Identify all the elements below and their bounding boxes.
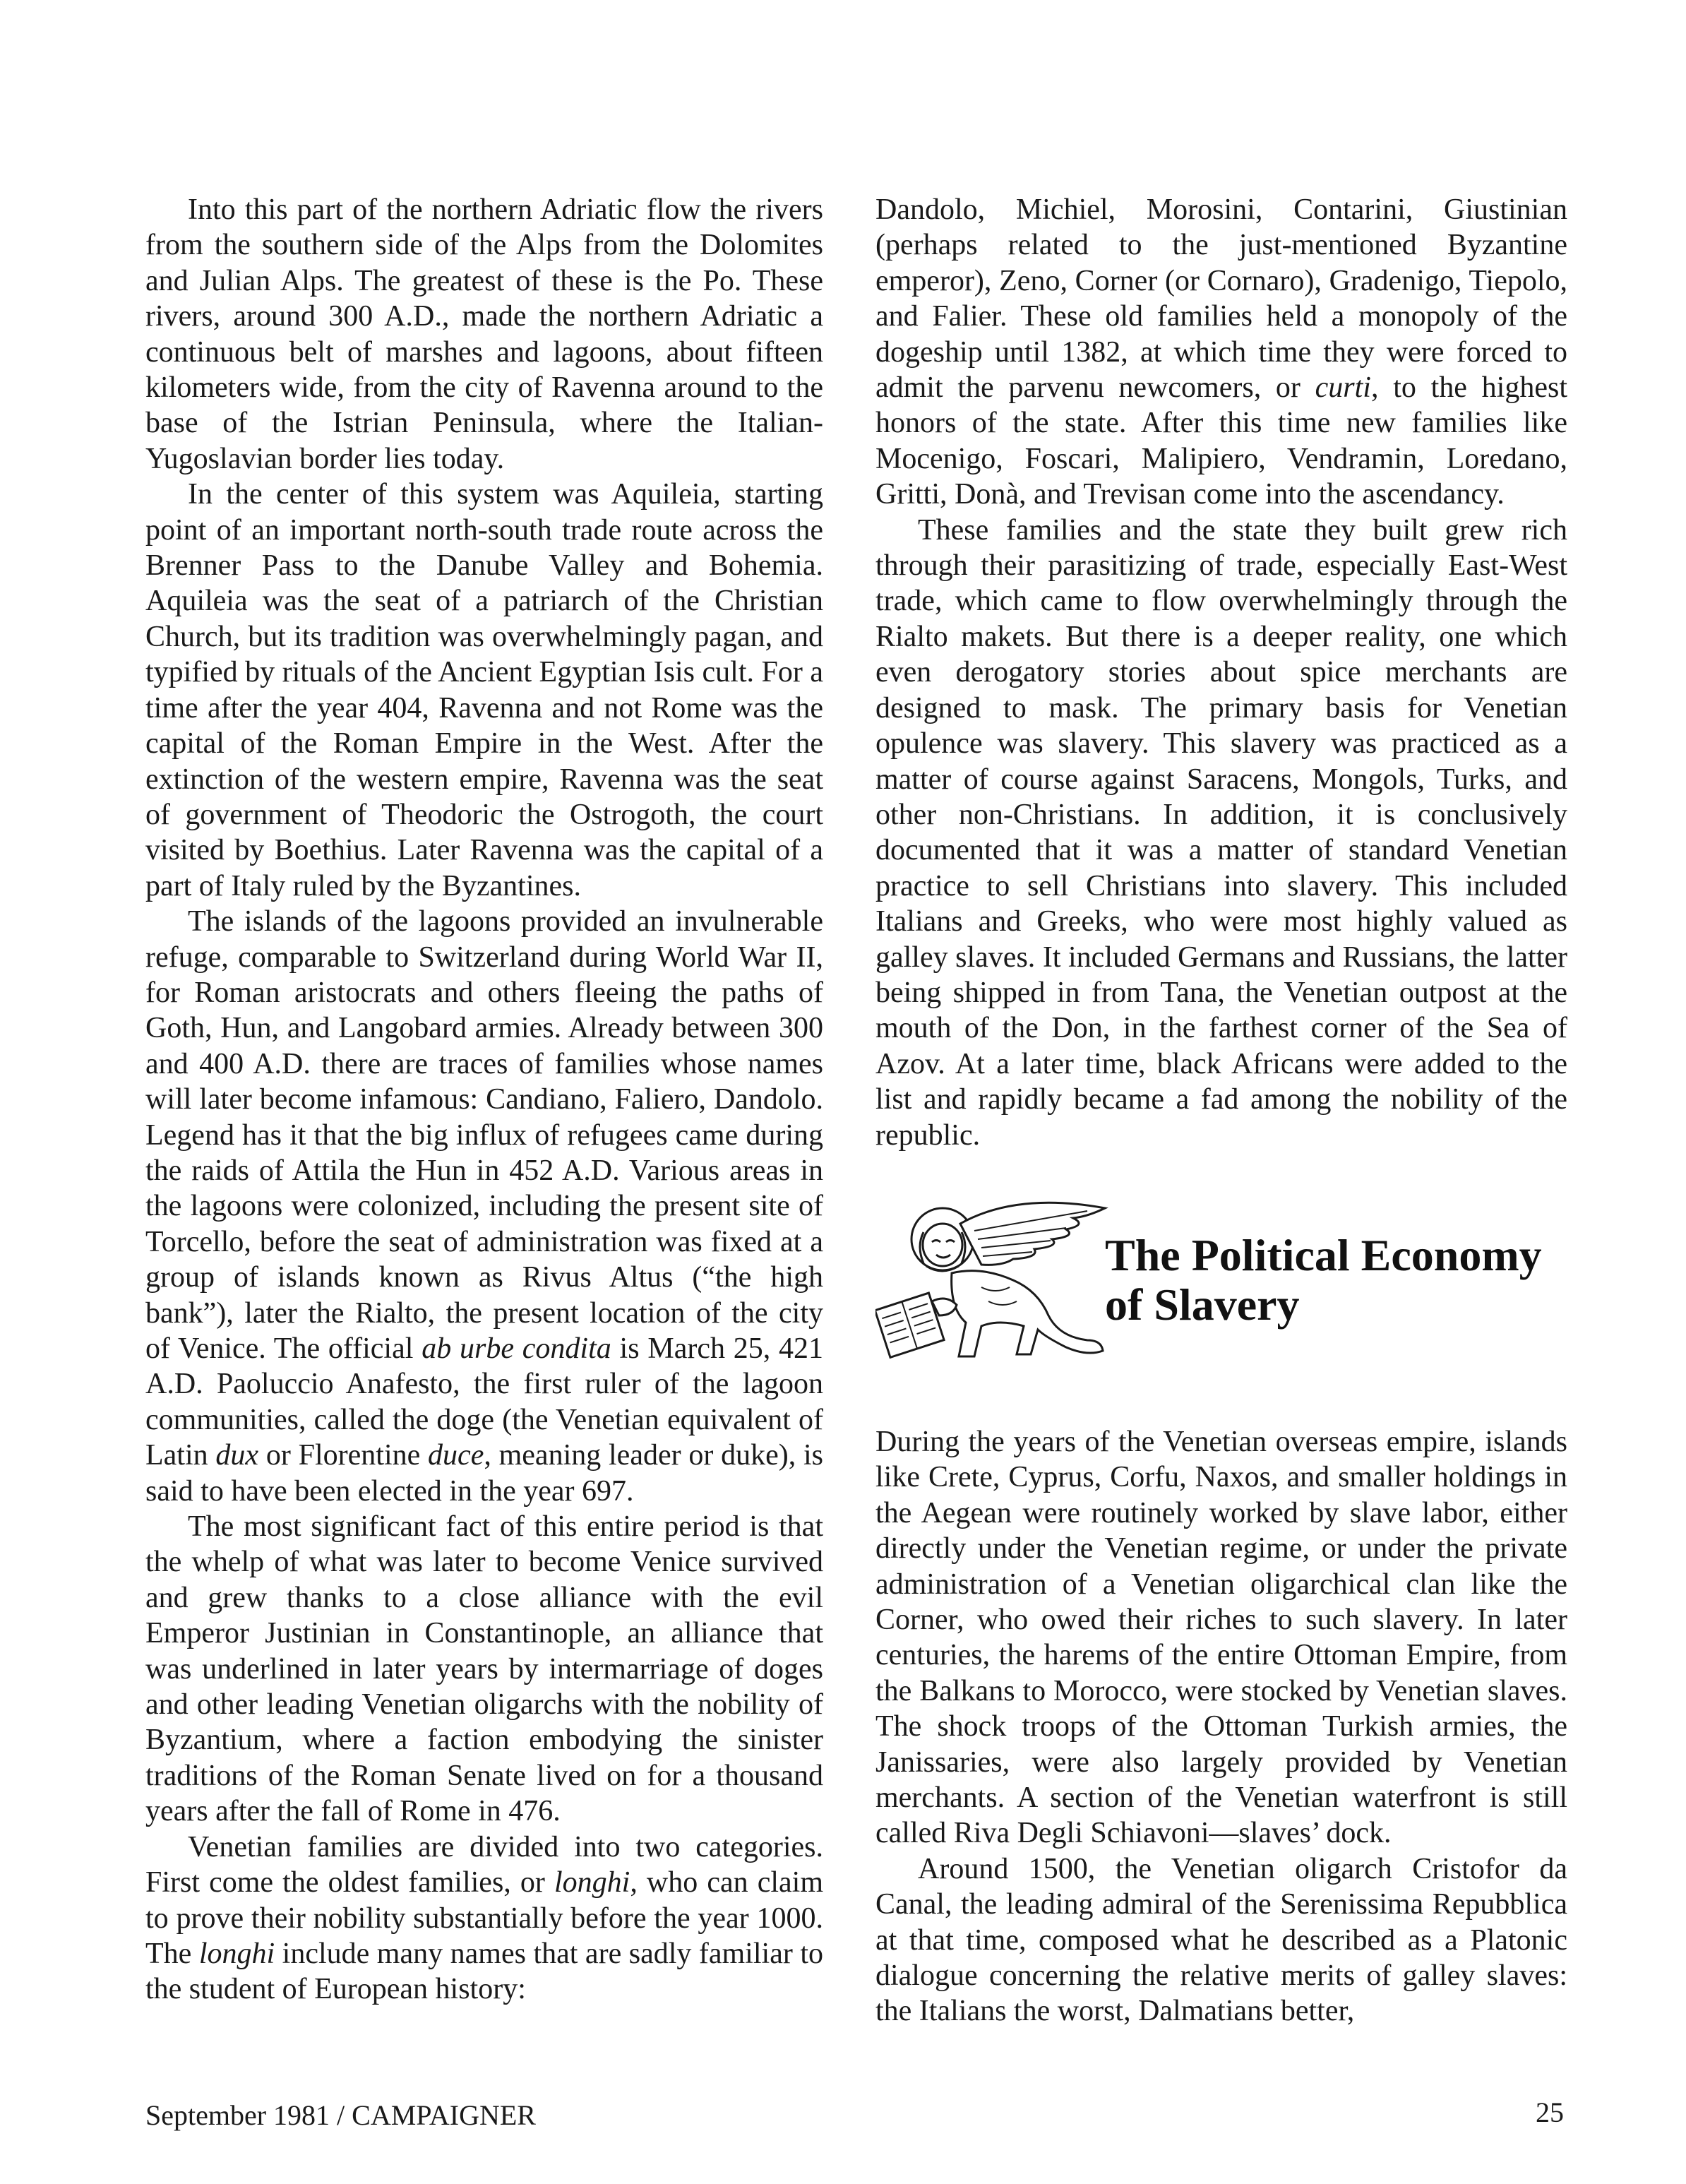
paragraph: The most significant fact of this entire period is that the whelp of what was later to become Venice survived and grew thanks to a close alliance with the evil Emperor Justinian in Constantinople, an alliance that was underlined in later years by intermarriage of doges and other leading Venetian oligarchs with the nobility of Byzantium, where a faction embodying the sinister traditions of the Roman Senate lived on for a thousand years after the fall of Rome in 476. xyxy=(145,1510,823,1828)
paragraph: Into this part of the northern Adriatic flow the rivers from the southern side of the Alps from the Dolomites and Julian Alps. The greatest of these is the Po. These rivers, around 300 A.D., made the northern Adriatic a continuous belt of marshes and lagoons, about fifteen kilometers wide, from the city of Ravenna around to the base of the Istrian Peninsula, where the Italian-Yugoslavian border lies today. xyxy=(145,193,823,475)
section-title: The Political Economy of Slavery xyxy=(1105,1229,1542,1330)
section-header xyxy=(875,1195,1567,1410)
page-number: 25 xyxy=(1536,2096,1564,2128)
paragraph: In the center of this system was Aquileia, starting point of an important north-south trade route across the Brenner Pass to the Danube Valley and Bohemia. Aquileia was the seat of a patriarch of the Christian Church, but its tradition was overwhelmingly pagan, and typified by rituals of the Ancient Egyptian Isis cult. For a time after the year 404, Ravenna and not Rome was the capital of the Roman Empire in the West. After the extinction of the western empire, Ravenna was the seat of government of Theodoric the Ostrogoth, the court visited by Boethius. Later Ravenna was the capital of a part of Italy ruled by the Byzantines. xyxy=(145,478,823,902)
paragraph: Dandolo, Michiel, Morosini, Contarini, Giustinian (perhaps related to the just-mentioned Byzantine emperor), Zeno, Corner (or Cornaro), Gradenigo, Tiepolo, and Falier. These old families held a monopoly of the dogeship until 1382, at which time they were forced to admit the parvenu newcomers, or curti, to the highest honors of the state. After this time new families like Mocenigo, Foscari, Malipiero, Vendramin, Loredano, Gritti, Donà, and Trevisan come into the ascendancy. xyxy=(875,193,1567,511)
paragraph: During the years of the Venetian overseas empire, islands like Crete, Cyprus, Corfu, Naxos, and smaller holdings in the Aegean were routinely worked by slave labor, either directly under the Venetian regime, or under the private administration of a Venetian oligarchical clan like the Corner, who owed their riches to such slavery. In later centuries, the harems of the entire Ottoman Empire, from the Balkans to Morocco, were stocked by Venetian slaves. The shock troops of the Ottoman Turkish armies, the Janissaries, were also largely provided by Venetian merchants. A section of the Venetian waterfront is still called Riva Degli Schiavoni—slaves’ dock. xyxy=(875,1425,1567,1850)
winged-lion-of-st-mark-icon xyxy=(875,1195,1108,1365)
footer-publication: September 1981 / CAMPAIGNER xyxy=(145,2099,536,2131)
left-column xyxy=(145,192,823,2007)
paragraph: Around 1500, the Venetian oligarch Cristofor da Canal, the leading admiral of the Serenissima Repubblica at that time, composed what he described as a Platonic dialogue concerning the relative merits of galley slaves: the Italians the worst, Dalmatians better, xyxy=(875,1852,1567,2028)
paragraph: The islands of the lagoons provided an invulnerable refuge, comparable to Switzerland during World War II, for Roman aristocrats and others fleeing the paths of Goth, Hun, and Langobard armies. Already between 300 and 400 A.D. there are traces of families whose names will later become infamous: Candiano, Faliero, Dandolo. Legend has it that the big influx of refugees came during the raids of Attila the Hun in 452 A.D. Various areas in the lagoons were colonized, including the present site of Torcello, before the seat of administration was fixed at a group of islands known as Rivus Altus (“the high bank”), later the Rialto, the present location of the city of Venice. The official ab urbe condita is March 25, 421 A.D. Paoluccio Anafesto, the first ruler of the lagoon communities, called the doge (the Venetian equivalent of Latin dux or Florentine duce, meaning leader or duke), is said to have been elected in the year 697. xyxy=(145,905,824,1508)
paragraph: Venetian families are divided into two categories. First come the oldest families, or longhi, who can claim to prove their nobility substantially before the year 1000. The longhi include many names that are sadly familiar to the student of European history: xyxy=(145,1830,824,2006)
paragraph: These families and the state they built grew rich through their parasitizing of trade, especially East-West trade, which came to flow overwhelmingly through the Rialto makets. But there is a deeper reality, one which even derogatory stories about spice merchants are designed to mask. The primary basis for Venetian opulence was slavery. This slavery was practiced as a matter of course against Saracens, Mongols, Turks, and other non-Christians. In addition, it is conclusively documented that it was a matter of standard Venetian practice to sell Christians into slavery. This included Italians and Greeks, who were most highly valued as galley slaves. It included Germans and Russians, the latter being shipped in from Tana, the Venetian outpost at the mouth of the Don, in the farthest corner of the Sea of Azov. At a later time, black Africans were added to the list and rapidly became a fad among the nobility of the republic. xyxy=(875,513,1567,1152)
right-column xyxy=(875,192,1567,2029)
